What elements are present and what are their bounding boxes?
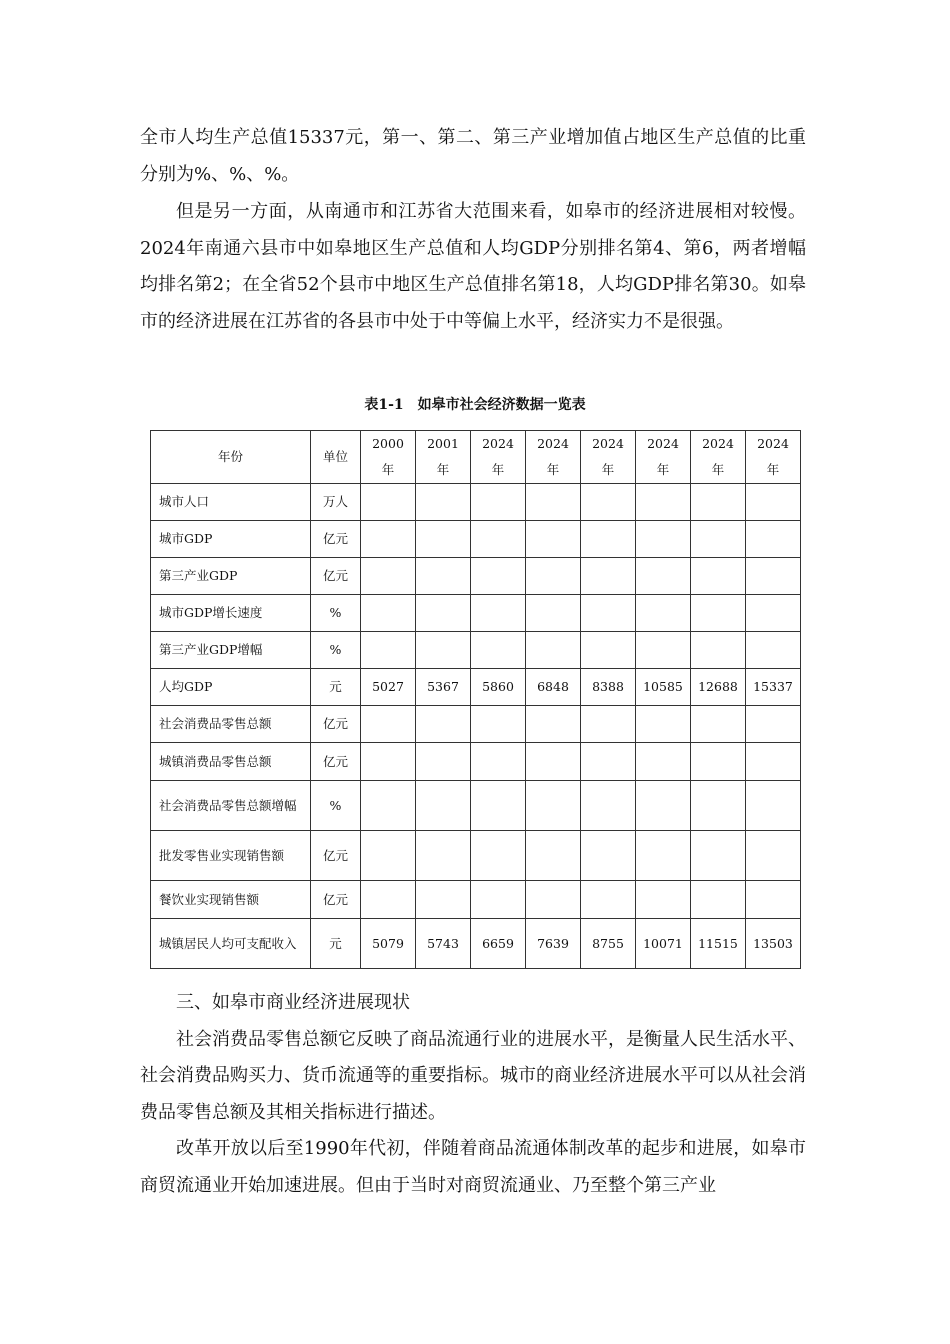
row-unit: % [311, 632, 361, 669]
row-unit: % [311, 595, 361, 632]
economic-data-table [150, 430, 801, 969]
row-unit: 亿元 [311, 706, 361, 743]
row-value [471, 632, 526, 669]
row-value: 12688 [691, 669, 746, 706]
header-year-label: 年份 [151, 431, 311, 484]
row-value: 15337 [746, 669, 801, 706]
row-value [361, 521, 416, 558]
row-value [526, 781, 581, 831]
row-value: 8388 [581, 669, 636, 706]
row-value [691, 484, 746, 521]
row-value [416, 881, 471, 919]
table-row [151, 881, 801, 919]
row-value [746, 743, 801, 781]
row-value [636, 632, 691, 669]
table-caption: 表1-1 如皋市社会经济数据一览表 [364, 397, 586, 413]
row-value [746, 632, 801, 669]
row-value [691, 632, 746, 669]
row-value [636, 781, 691, 831]
row-value [526, 484, 581, 521]
row-label: 城市GDP [151, 521, 311, 558]
row-value [581, 831, 636, 881]
row-value [636, 743, 691, 781]
row-value [471, 706, 526, 743]
row-value [581, 781, 636, 831]
row-value [471, 743, 526, 781]
row-value [416, 484, 471, 521]
row-value [691, 781, 746, 831]
table-row [151, 595, 801, 632]
row-value [361, 706, 416, 743]
row-label: 餐饮业实现销售额 [151, 881, 311, 919]
row-value [581, 743, 636, 781]
row-unit: 亿元 [311, 743, 361, 781]
row-value [361, 881, 416, 919]
row-value [471, 558, 526, 595]
row-value [526, 595, 581, 632]
row-unit: 元 [311, 919, 361, 969]
row-value [691, 521, 746, 558]
row-value: 6848 [526, 669, 581, 706]
table-row [151, 743, 801, 781]
header-year: 2024 年 [526, 431, 581, 484]
row-value [526, 881, 581, 919]
row-value [361, 595, 416, 632]
row-value [581, 484, 636, 521]
row-value [526, 521, 581, 558]
row-label: 社会消费品零售总额 [151, 706, 311, 743]
row-value: 5079 [361, 919, 416, 969]
row-value: 5860 [471, 669, 526, 706]
header-unit-label: 单位 [311, 431, 361, 484]
row-value [526, 831, 581, 881]
row-value [746, 484, 801, 521]
row-value [361, 743, 416, 781]
row-label: 城镇居民人均可支配收入 [151, 919, 311, 969]
row-value [416, 595, 471, 632]
row-value: 6659 [471, 919, 526, 969]
row-label: 城市GDP增长速度 [151, 595, 311, 632]
row-label: 人均GDP [151, 669, 311, 706]
table-row [151, 484, 801, 521]
row-value [361, 831, 416, 881]
row-unit: % [311, 781, 361, 831]
section-heading: 三、如皋市商业经济进展现状 [176, 992, 410, 1013]
table-row [151, 632, 801, 669]
row-unit: 亿元 [311, 558, 361, 595]
row-label: 城市人口 [151, 484, 311, 521]
row-value [416, 558, 471, 595]
row-value [636, 831, 691, 881]
row-value [691, 595, 746, 632]
row-value [746, 595, 801, 632]
row-value [471, 781, 526, 831]
row-value [526, 743, 581, 781]
table-row [151, 521, 801, 558]
row-value [581, 595, 636, 632]
header-year: 2024 年 [581, 431, 636, 484]
header-year: 2024 年 [636, 431, 691, 484]
row-label: 第三产业GDP [151, 558, 311, 595]
row-value [526, 558, 581, 595]
row-value [581, 706, 636, 743]
row-label: 城镇消费品零售总额 [151, 743, 311, 781]
header-year: 2024 年 [746, 431, 801, 484]
row-value [526, 632, 581, 669]
row-value [416, 521, 471, 558]
row-value [416, 831, 471, 881]
paragraph-1: 全市人均生产总值15337元，第一、第二、第三产业增加值占地区生产总值的比重分别为%、%、%。 [140, 127, 806, 185]
row-unit: 亿元 [311, 831, 361, 881]
row-unit: 亿元 [311, 521, 361, 558]
row-unit: 元 [311, 669, 361, 706]
row-label: 第三产业GDP增幅 [151, 632, 311, 669]
row-value [471, 484, 526, 521]
row-value: 8755 [581, 919, 636, 969]
row-unit: 万人 [311, 484, 361, 521]
table-row [151, 781, 801, 831]
row-value [526, 706, 581, 743]
row-value: 7639 [526, 919, 581, 969]
row-value [581, 521, 636, 558]
row-value [746, 521, 801, 558]
table-row [151, 558, 801, 595]
header-year: 2001 年 [416, 431, 471, 484]
header-year: 2024 年 [691, 431, 746, 484]
paragraph-2: 但是另一方面，从南通市和江苏省大范围来看，如皋市的经济进展相对较慢。2024年南通六县市中如皋地区生产总值和人均GDP分别排名第4、第6，两者增幅均排名第2；在全省52个县市中地区生产总值排名第18，人均GDP排名第30。如皋市的经济进展在江苏省的各县市中处于中等偏上水平，经济实力不是很强。 [140, 201, 806, 332]
header-year: 2000 年 [361, 431, 416, 484]
paragraph-4: 社会消费品零售总额它反映了商品流通行业的进展水平，是衡量人民生活水平、社会消费品购买力、货币流通等的重要指标。城市的商业经济进展水平可以从社会消费品零售总额及其相关指标进行描述。 [140, 1028, 806, 1123]
row-value [746, 881, 801, 919]
paragraph-5: 改革开放以后至1990年代初，伴随着商品流通体制改革的起步和进展，如皋市商贸流通业开始加速进展。但由于当时对商贸流通业、乃至整个第三产业 [140, 1138, 806, 1196]
row-value [746, 831, 801, 881]
row-value [691, 743, 746, 781]
row-label: 社会消费品零售总额增幅 [151, 781, 311, 831]
row-value [416, 743, 471, 781]
row-value [636, 595, 691, 632]
row-value: 5367 [416, 669, 471, 706]
row-value [361, 484, 416, 521]
row-value: 11515 [691, 919, 746, 969]
row-value [636, 521, 691, 558]
row-value [581, 881, 636, 919]
row-value [746, 781, 801, 831]
row-unit: 亿元 [311, 881, 361, 919]
row-value [416, 706, 471, 743]
row-value [471, 595, 526, 632]
section-body [140, 985, 806, 1205]
row-value [691, 706, 746, 743]
row-value: 10071 [636, 919, 691, 969]
row-value: 13503 [746, 919, 801, 969]
row-value [416, 781, 471, 831]
row-value [361, 558, 416, 595]
row-value [361, 632, 416, 669]
row-value [691, 558, 746, 595]
row-value [471, 831, 526, 881]
table-row [151, 919, 801, 969]
row-value [691, 881, 746, 919]
row-value [636, 484, 691, 521]
row-value [471, 881, 526, 919]
table-row [151, 831, 801, 881]
row-value [636, 558, 691, 595]
row-value [361, 781, 416, 831]
row-value [581, 558, 636, 595]
row-value [636, 706, 691, 743]
row-value [416, 632, 471, 669]
row-value [581, 632, 636, 669]
row-value [746, 558, 801, 595]
table-row [151, 669, 801, 706]
table-header-row [151, 431, 801, 484]
row-value [636, 881, 691, 919]
row-value: 5027 [361, 669, 416, 706]
header-year: 2024 年 [471, 431, 526, 484]
row-value [691, 831, 746, 881]
row-label: 批发零售业实现销售额 [151, 831, 311, 881]
row-value: 10585 [636, 669, 691, 706]
row-value [471, 521, 526, 558]
row-value: 5743 [416, 919, 471, 969]
table-row [151, 706, 801, 743]
row-value [746, 706, 801, 743]
